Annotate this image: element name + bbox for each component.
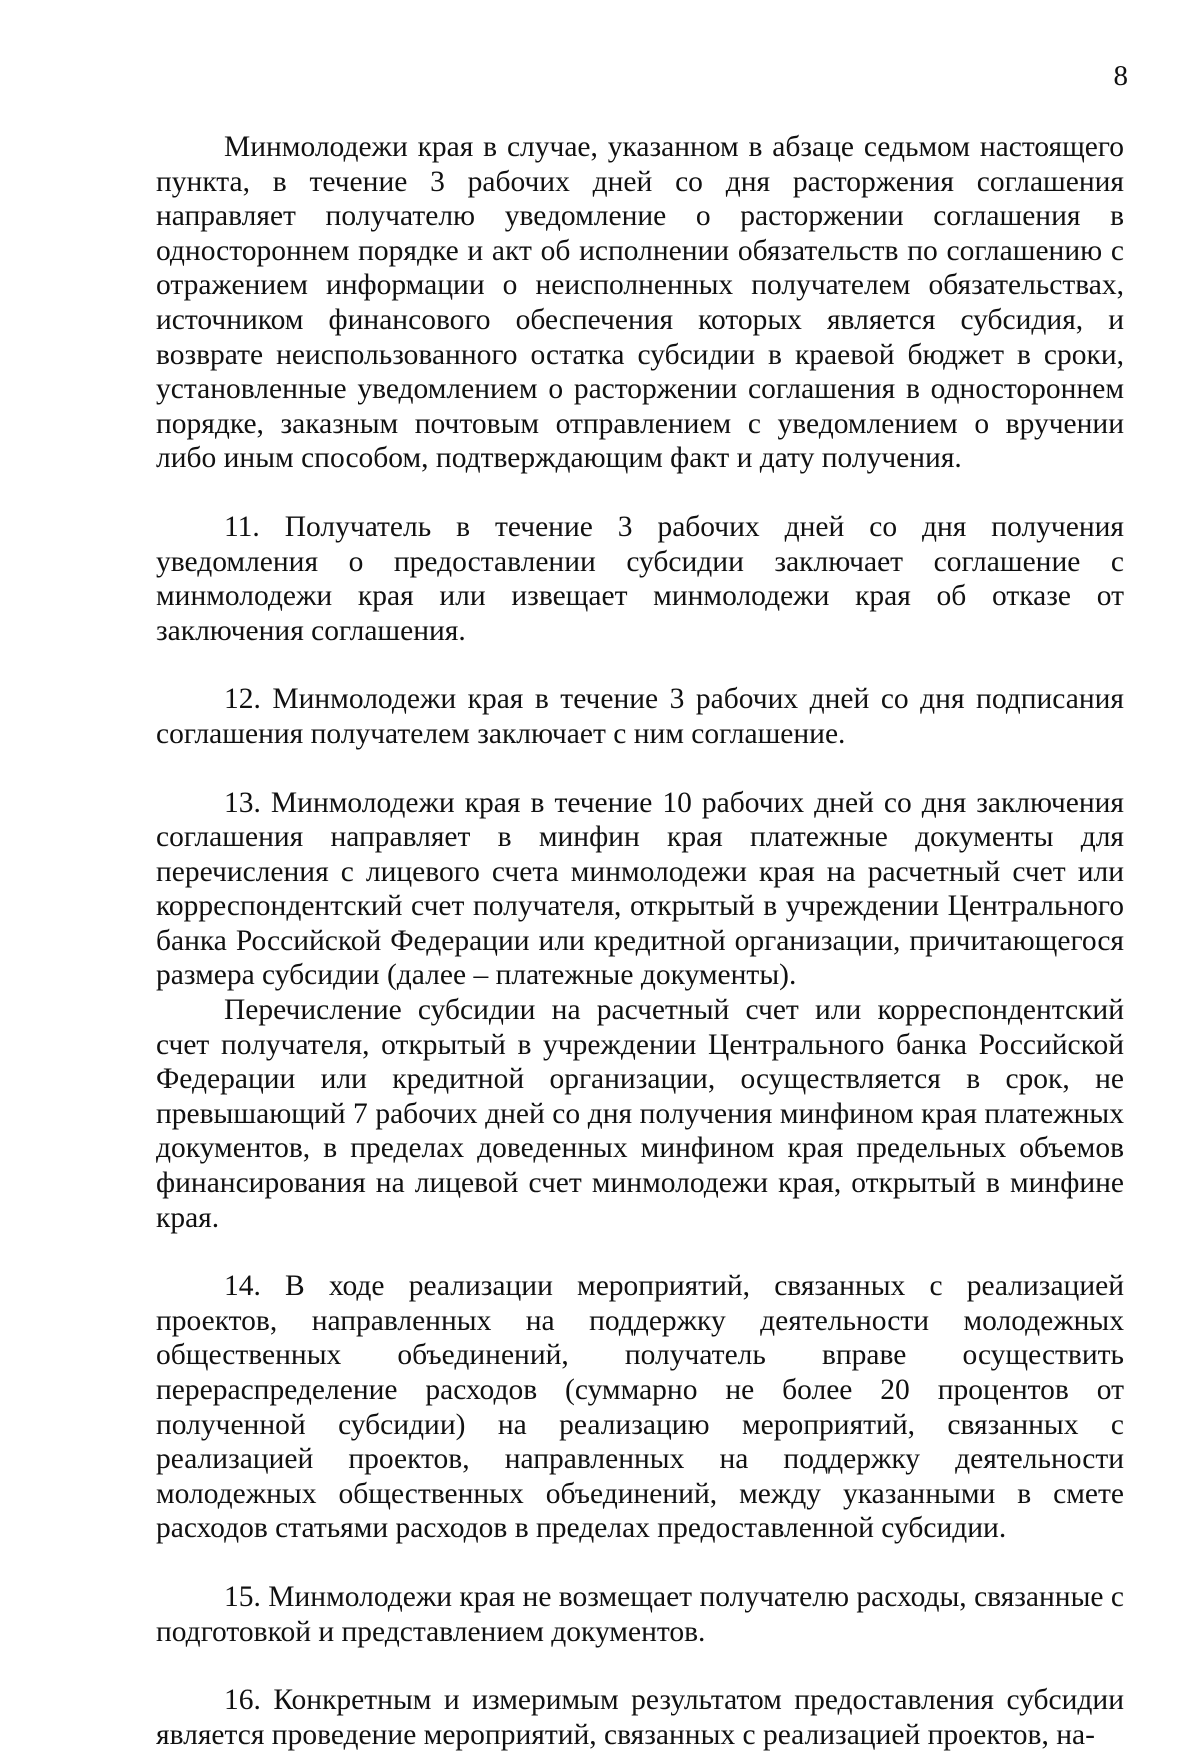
paragraph-13: 13. Минмолодежи края в течение 10 рабочих дней со дня заключения соглашения направляет в минфин края платежные документы для перечисления с лицевого счета минмолодежи края на расчетный счет или корреспондентский счет получателя, открытый в учреждении Центрального банка Российской Федерации или кредитной организации, причитающегося размера субсидии (далее – платежные документы). bbox=[156, 786, 1124, 992]
paragraph-16: 16. Конкретным и измеримым результатом предоставления субсидии является проведение мероприятий, связанных с реализацией проектов, на- bbox=[156, 1684, 1124, 1751]
page-number: 8 bbox=[1113, 60, 1128, 92]
paragraph-12: 12. Минмолодежи края в течение 3 рабочих дней со дня подписания соглашения получателем заключает с ним соглашение. bbox=[156, 683, 1124, 750]
paragraph-14: 14. В ходе реализации мероприятий, связанных с реализацией проектов, направленных на поддержку деятельности молодежных общественных объединений, получатель вправе осуществить перераспределение расходов (суммарно не более 20 процентов от полученной субсидии) на реализацию мероприятий, связанных с реализацией проектов, направленных на поддержку деятельности молодежных общественных объединений, между указанными в смете расходов статьями расходов в пределах предоставленной субсидии. bbox=[156, 1270, 1124, 1545]
paragraph-13-continuation: Перечисление субсидии на расчетный счет или корреспондентский счет получателя, открытый в учреждении Центрального банка Российской Федерации или кредитной организации, осуществляется в срок, не превышающий 7 рабочих дней со дня получения минфином края платежных документов, в пределах доведенных минфином края предельных объемов финансирования на лицевой счет минмолодежи края, открытый в минфине края. bbox=[156, 994, 1124, 1234]
document-body bbox=[156, 130, 1124, 1752]
paragraph-11: 11. Получатель в течение 3 рабочих дней со дня получения уведомления о предоставлении субсидии заключает соглашение с минмолодежи края или извещает минмолодежи края об отказе от заключения соглашения. bbox=[156, 510, 1124, 647]
paragraph-15: 15. Минмолодежи края не возмещает получателю расходы, связанные с подготовкой и представлением документов. bbox=[156, 1580, 1124, 1648]
paragraph-minmol-notice: Минмолодежи края в случае, указанном в абзаце седьмом настоящего пункта, в течение 3 рабочих дней со дня расторжения соглашения направляет получателю уведомление о расторжении соглашения в одностороннем порядке и акт об исполнении обязательств по соглашению с отражением информации о неисполненных получателем обязательствах, источником финансового обеспечения которых является субсидия, и возврате неиспользованного остатка субсидии в краевой бюджет в сроки, установленные уведомлением о расторжении соглашения в одностороннем порядке, заказным почтовым отправлением с уведомлением о вручении либо иным способом, подтверждающим факт и дату получения. bbox=[156, 131, 1124, 475]
